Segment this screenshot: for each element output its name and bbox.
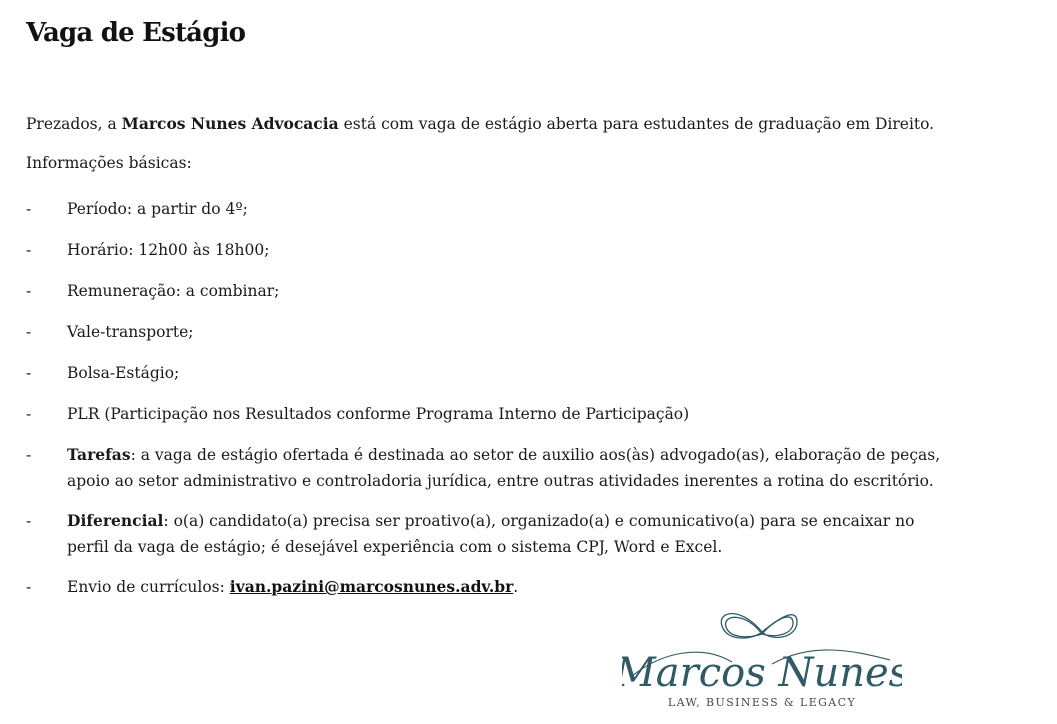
company-name: Marcos Nunes Advocacia xyxy=(121,114,339,133)
list-item xyxy=(26,237,946,263)
list-item xyxy=(26,278,946,304)
intro-prefix: Prezados, a xyxy=(26,115,122,133)
item-plr: PLR (Participação nos Resultados conforme Programa Interno de Participação) xyxy=(67,405,690,423)
tarefas-label: Tarefas xyxy=(67,445,131,464)
list-item xyxy=(26,574,946,600)
list-item xyxy=(26,196,946,222)
bullet: - xyxy=(26,578,32,596)
bullet: - xyxy=(26,200,32,218)
logo-wordmark: Marcos Nunes xyxy=(622,650,902,696)
list-item xyxy=(26,508,946,560)
bullet: - xyxy=(26,241,32,259)
item-bolsa: Bolsa-Estágio; xyxy=(67,364,180,382)
intro-suffix: está com vaga de estágio aberta para estudantes de graduação em Direito. xyxy=(338,115,935,133)
bullet: - xyxy=(26,282,32,300)
envio-end: . xyxy=(513,578,519,596)
list-item xyxy=(26,401,946,427)
envio-label: Envio de currículos: xyxy=(67,578,230,596)
basics-heading: Informações básicas: xyxy=(26,154,192,172)
diferencial-text: : o(a) candidato(a) precisa ser proativo(a), organizado(a) e comunicativo(a) para se encaixar no perfil da vaga de estágio; é desejável experiência com o sistema CPJ, Word e Excel. xyxy=(67,512,915,556)
list-item xyxy=(26,442,946,494)
page-title: Vaga de Estágio xyxy=(26,18,246,48)
list-item xyxy=(26,319,946,345)
list-item xyxy=(26,360,946,386)
item-remuneracao: Remuneração: a combinar; xyxy=(67,282,280,300)
item-envio xyxy=(67,574,946,600)
item-horario: Horário: 12h00 às 18h00; xyxy=(67,241,270,259)
item-periodo: Período: a partir do 4º; xyxy=(67,200,248,218)
logo-tagline: LAW, BUSINESS & LEGACY xyxy=(667,696,857,709)
bullet: - xyxy=(26,364,32,382)
bullet: - xyxy=(26,446,32,464)
infinity-heart-icon xyxy=(721,614,797,638)
intro-paragraph xyxy=(26,114,934,133)
diferencial-label: Diferencial xyxy=(67,511,164,530)
company-logo xyxy=(622,602,902,720)
item-tarefas xyxy=(67,442,946,494)
info-list xyxy=(26,196,946,600)
bullet: - xyxy=(26,405,32,423)
bullet: - xyxy=(26,512,32,530)
item-vale-transporte: Vale-transporte; xyxy=(67,323,194,341)
bullet: - xyxy=(26,323,32,341)
tarefas-text: : a vaga de estágio ofertada é destinada ao setor de auxilio aos(às) advogado(as), elaboração de peças, apoio ao setor administrativo e controladoria jurídica, entre outras atividades inerentes a rotina do escritório. xyxy=(67,446,941,490)
item-diferencial xyxy=(67,508,946,560)
email-link[interactable]: ivan.pazini@marcosnunes.adv.br xyxy=(229,577,514,596)
